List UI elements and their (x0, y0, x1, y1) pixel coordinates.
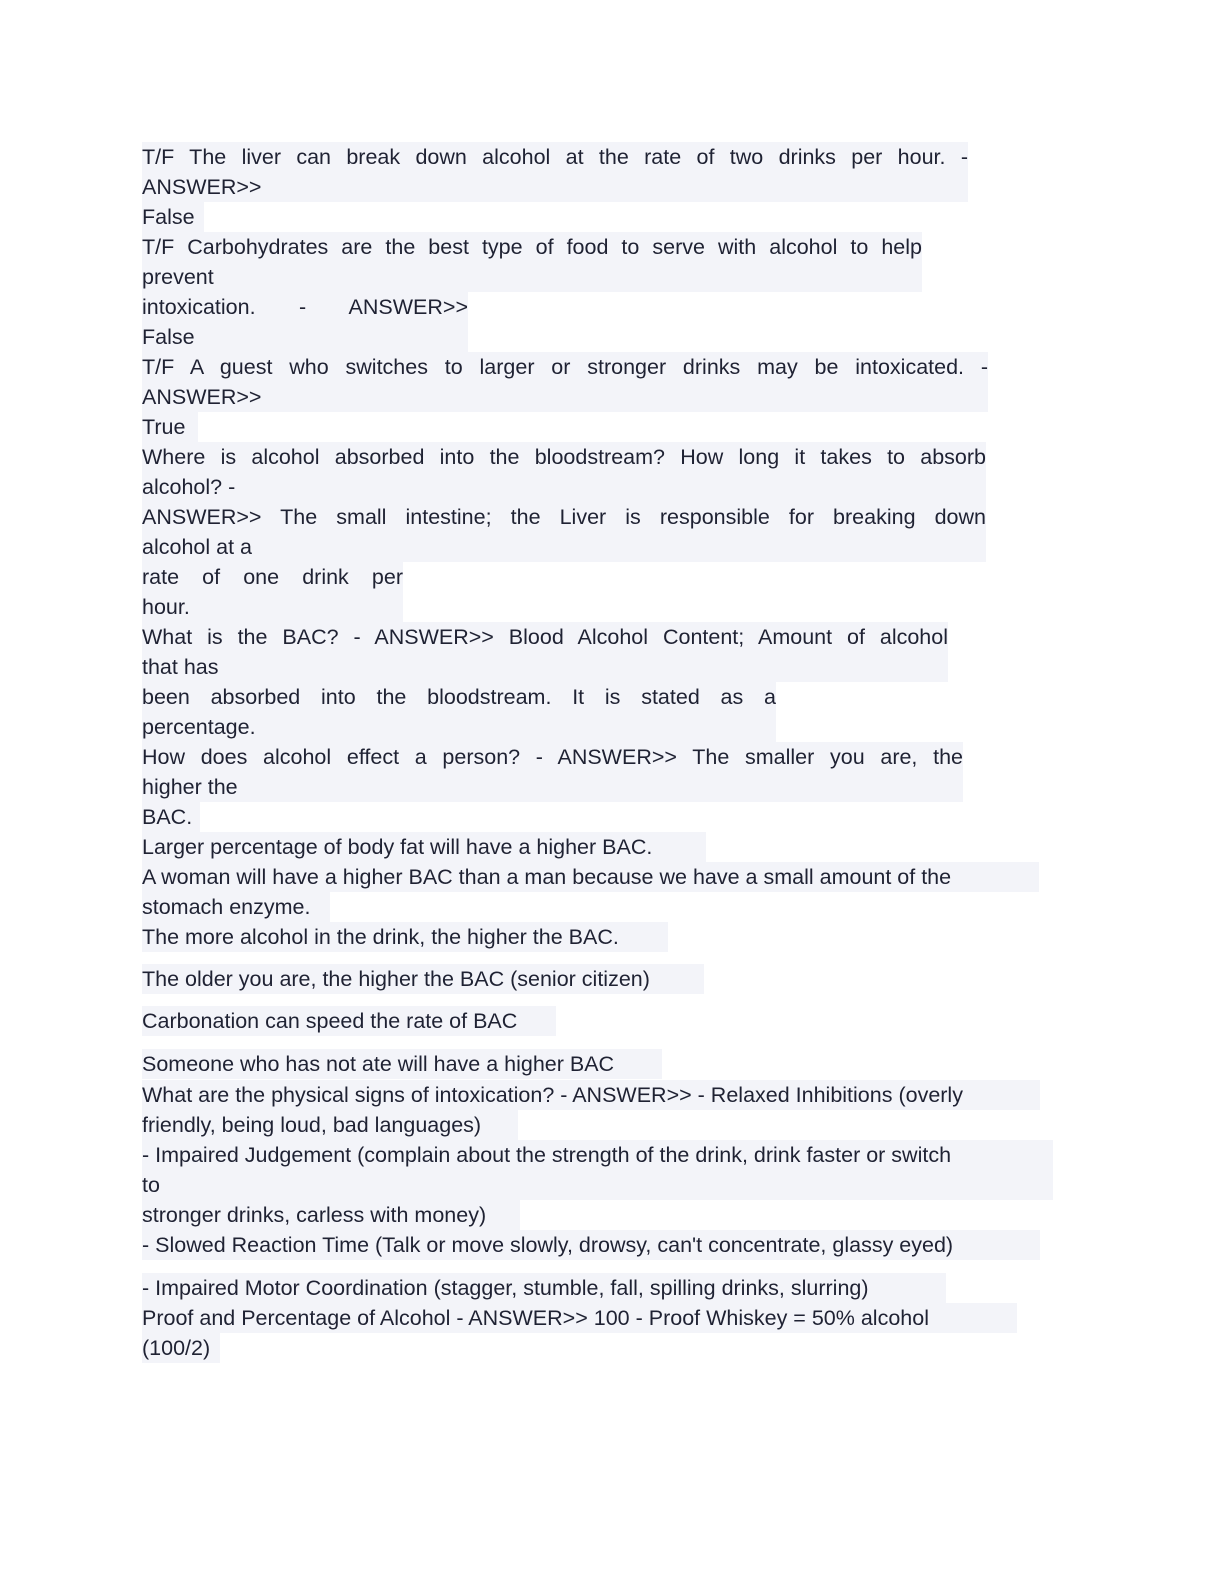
question-2-line-2: prevent (142, 262, 922, 292)
answer-3: True (142, 412, 198, 442)
question-1-line-2: ANSWER>> (142, 172, 968, 202)
answer-5-line-1: been absorbed into the bloodstream. It is stated as a (142, 682, 776, 712)
answer-4-line-3: rate of one drink per (142, 562, 403, 592)
answer-5-line-2: percentage. (142, 712, 776, 742)
answer-4-line-1: ANSWER>> The small intestine; the Liver is responsible for breaking down (142, 502, 986, 532)
answer-6-line-7: Carbonation can speed the rate of BAC (142, 1006, 556, 1036)
answer-8-line-1: (100/2) (142, 1333, 220, 1363)
question-4-line-1: Where is alcohol absorbed into the bloodstream? How long it takes to absorb (142, 442, 986, 472)
question-5-line-2: that has (142, 652, 948, 682)
answer-7-line-4: stronger drinks, carless with money) (142, 1200, 520, 1230)
answer-4-line-4: hour. (142, 592, 403, 622)
answer-7-line-1: friendly, being loud, bad languages) (142, 1110, 518, 1140)
answer-4-line-2: alcohol at a (142, 532, 986, 562)
answer-7-line-6: - Impaired Motor Coordination (stagger, stumble, fall, spilling drinks, slurring) (142, 1273, 946, 1303)
question-6-line-1: How does alcohol effect a person? - ANSWER>> The smaller you are, the (142, 742, 963, 772)
answer-7-line-3: to (142, 1170, 1053, 1200)
answer-6-line-1: BAC. (142, 802, 200, 832)
question-6-line-2: higher the (142, 772, 963, 802)
question-1-line-1: T/F The liver can break down alcohol at the rate of two drinks per hour. - (142, 142, 968, 172)
answer-6-line-3: A woman will have a higher BAC than a man because we have a small amount of the (142, 862, 1039, 892)
answer-2: False (142, 322, 468, 352)
question-8-line-1: Proof and Percentage of Alcohol - ANSWER>> 100 - Proof Whiskey = 50% alcohol (142, 1303, 1017, 1333)
answer-1: False (142, 202, 204, 232)
answer-6-line-2: Larger percentage of body fat will have a higher BAC. (142, 832, 706, 862)
question-2-line-3: intoxication. - ANSWER>> (142, 292, 468, 322)
question-3-line-1: T/F A guest who switches to larger or stronger drinks may be intoxicated. - (142, 352, 988, 382)
answer-6-line-6: The older you are, the higher the BAC (senior citizen) (142, 964, 704, 994)
question-2-line-1: T/F Carbohydrates are the best type of food to serve with alcohol to help (142, 232, 922, 262)
answer-6-line-4: stomach enzyme. (142, 892, 330, 922)
answer-6-line-5: The more alcohol in the drink, the higher the BAC. (142, 922, 668, 952)
question-7-line-1: What are the physical signs of intoxication? - ANSWER>> - Relaxed Inhibitions (overly (142, 1080, 1040, 1110)
question-5-line-1: What is the BAC? - ANSWER>> Blood Alcohol Content; Amount of alcohol (142, 622, 948, 652)
answer-7-line-5: - Slowed Reaction Time (Talk or move slowly, drowsy, can't concentrate, glassy eyed) (142, 1230, 1040, 1260)
answer-7-line-2: - Impaired Judgement (complain about the strength of the drink, drink faster or switch (142, 1140, 1053, 1170)
answer-6-line-8: Someone who has not ate will have a higher BAC (142, 1049, 662, 1079)
question-3-line-2: ANSWER>> (142, 382, 988, 412)
question-4-line-2: alcohol? - (142, 472, 986, 502)
